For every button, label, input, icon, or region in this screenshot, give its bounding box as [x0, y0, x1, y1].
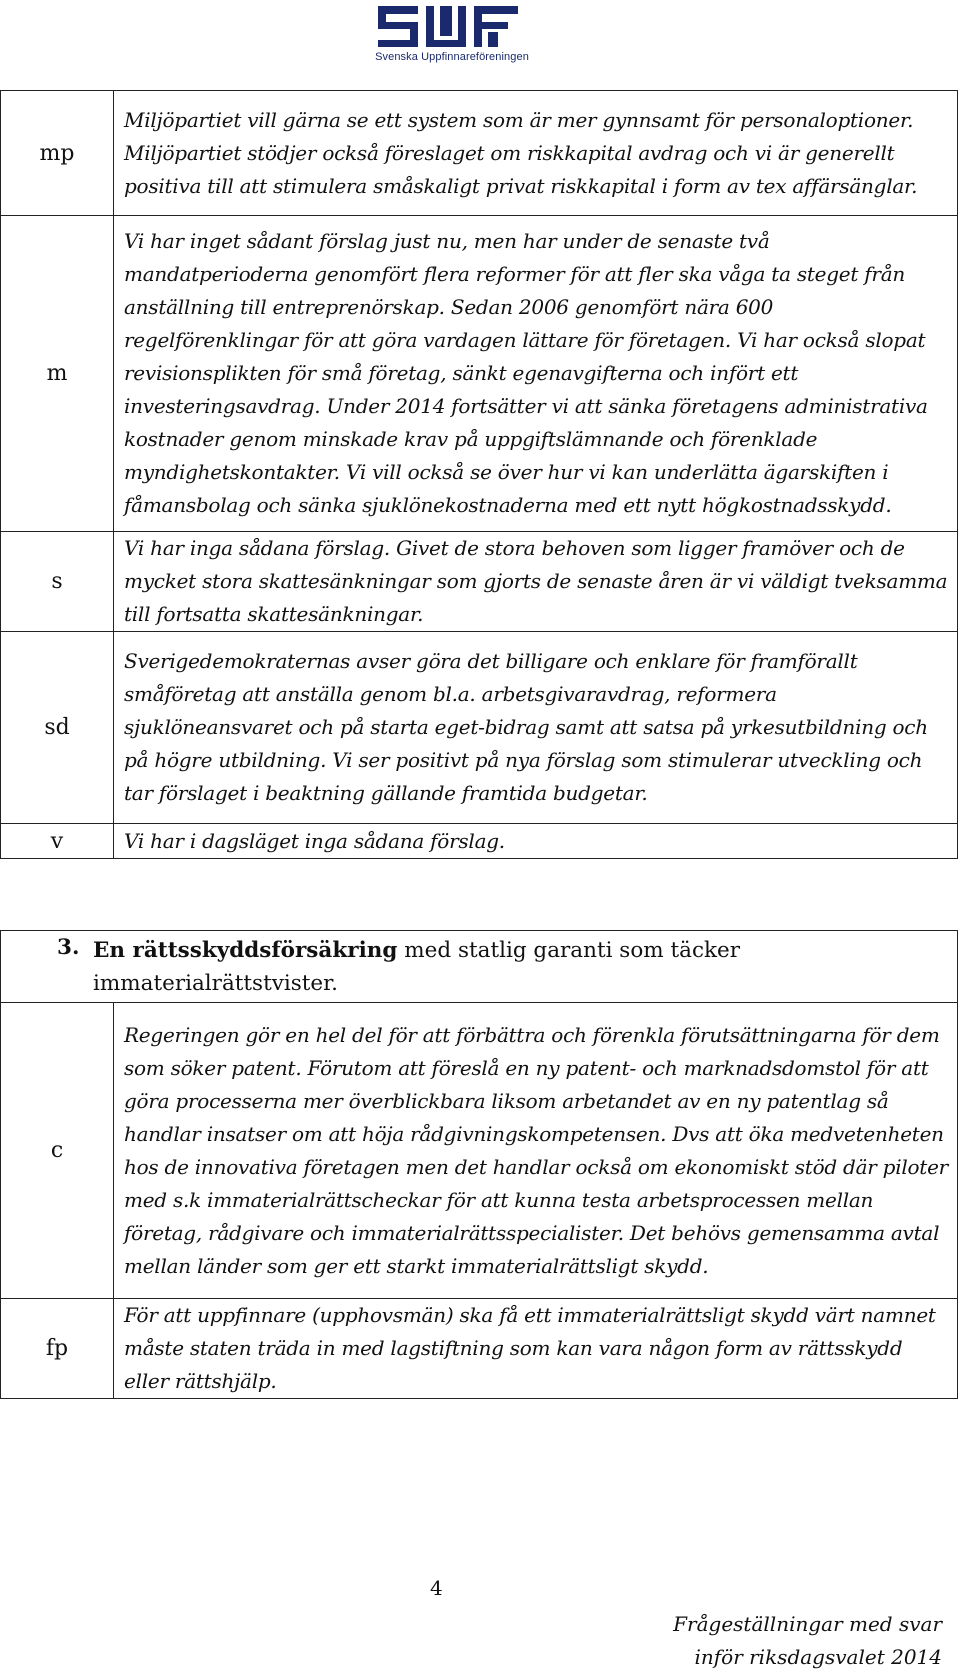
party-answers-table-1: [0, 90, 958, 859]
question-rest-line1: med statlig garanti som täcker: [397, 937, 741, 963]
suf-logo: [342, 2, 562, 72]
party-answer: Miljöpartiet vill gärna se ett system som är mer gynnsamt för personaloptioner. Miljöpartiet stödjer också föreslaget om riskkapital avdrag och vi är generellt positiva till att stimulera småskaligt privat riskkapital i form av tex affärsänglar.: [114, 91, 958, 216]
question-text: [57, 934, 949, 1000]
table-row: [1, 824, 958, 859]
question-row: [1, 931, 958, 1003]
footer-title-line1: Frågeställningar med svar: [673, 1612, 942, 1636]
question-cell: [1, 931, 958, 1003]
table-row: [1, 1299, 958, 1399]
question-rest-line2: immaterialrättstvister.: [93, 970, 338, 996]
table-row: [1, 532, 958, 632]
logo-caption: Svenska Uppfinnareföreningen: [375, 51, 529, 63]
party-label: sd: [1, 632, 114, 824]
party-answer: Regeringen gör en hel del för att förbättra och förenkla förutsättningarna för dem som söker patent. Förutom att föreslå en ny patent- och marknadsdomstol för att göra processerna mer överblickbara liksom arbetandet av en ny patentlag så handlar insatser om att höja rådgivningskompetensen. Dvs att öka medvetenheten hos de innovativa företagen men det handlar också om ekonomiskt stöd där piloter med s.k immaterialrättscheckar för att kunna testa arbetsprocessen mellan företag, rådgivare och immaterialrättsspecialister. Det behövs gemensamma avtal mellan länder som ger ett starkt immaterialrättsligt skydd.: [114, 1003, 958, 1299]
party-label: m: [1, 216, 114, 532]
party-answers-table-2: [0, 930, 958, 1399]
question-number: 3.: [57, 935, 80, 960]
table-row: [1, 1003, 958, 1299]
footer-title: [673, 1608, 942, 1674]
party-answer: Vi har inga sådana förslag. Givet de stora behoven som ligger framöver och de mycket stora skattesänkningar som gjorts de senaste åren är vi väldigt tveksamma till fortsatta skattesänkningar.: [114, 532, 958, 632]
table-row: [1, 91, 958, 216]
party-label: c: [1, 1003, 114, 1299]
party-label: v: [1, 824, 114, 859]
party-answer: Vi har inget sådant förslag just nu, men har under de senaste två mandatperioderna genomfört flera reformer för att fler ska våga ta steget från anställning till entreprenörskap. Sedan 2006 genomfört nära 600 regelförenklingar för att göra vardagen lättare för företagen. Vi har också slopat revisionsplikten för små företag, sänkt egenavgifterna och infört ett investeringsavdrag. Under 2014 fortsätter vi att sänka företagens administrativa kostnader genom minskade krav på uppgiftslämnande och förenklade myndighetskontakter. Vi vill också se över hur vi kan underlätta ägarskiften i fåmansbolag och sänka sjuklönekostnaderna med ett nytt högkostnadsskydd.: [114, 216, 958, 532]
party-label: s: [1, 532, 114, 632]
party-answer: För att uppfinnare (upphovsmän) ska få ett immaterialrättsligt skydd värt namnet måste staten träda in med lagstiftning som kan vara någon form av rättsskydd eller rättshjälp.: [114, 1299, 958, 1399]
footer-title-line2: inför riksdagsvalet 2014: [694, 1645, 942, 1669]
question-bold-term: En rättsskyddsförsäkring: [93, 937, 398, 963]
party-label: fp: [1, 1299, 114, 1399]
table-row: [1, 216, 958, 532]
party-answer: Vi har i dagsläget inga sådana förslag.: [114, 824, 958, 859]
suf-logo-mark: [362, 2, 542, 50]
party-answer: Sverigedemokraternas avser göra det billigare och enklare för framförallt småföretag att anställa genom bl.a. arbetsgivaravdrag, reformera sjuklöneansvaret och på starta eget-bidrag samt att satsa på yrkesutbildning och på högre utbildning. Vi ser positivt på nya förslag som stimulerar utveckling och tar förslaget i beaktning gällande framtida budgetar.: [114, 632, 958, 824]
table-row: [1, 632, 958, 824]
page-number: 4: [430, 1576, 443, 1600]
party-label: mp: [1, 91, 114, 216]
